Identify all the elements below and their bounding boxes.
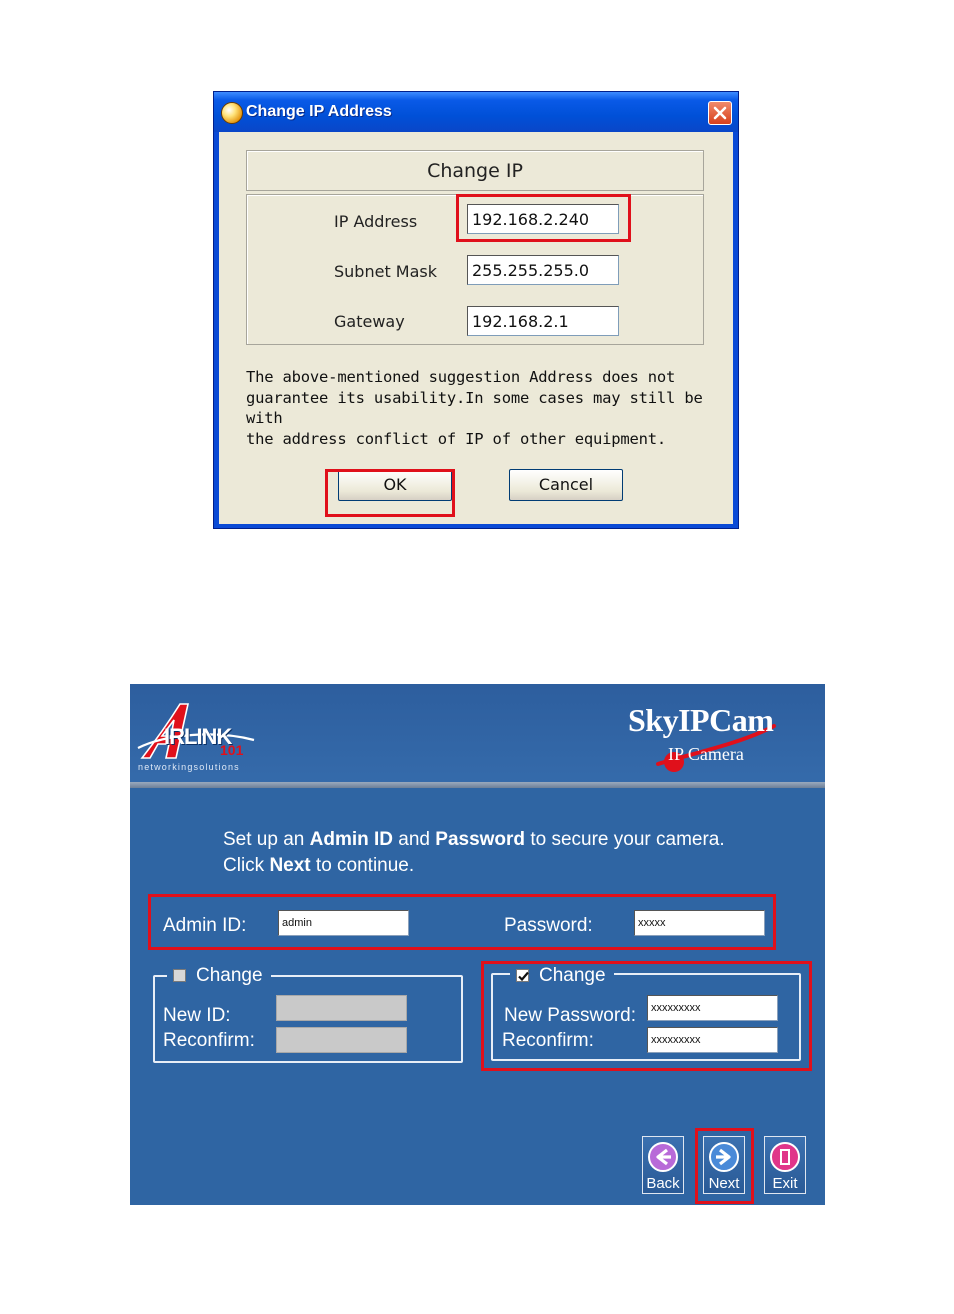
ip-address-label: IP Address [334,212,418,231]
close-icon [713,106,727,120]
intro-text [223,827,725,879]
subnet-mask-label: Subnet Mask [334,262,438,281]
wizard-header [130,684,825,785]
next-label: Next [708,1175,740,1192]
admin-id-label: Admin ID: [163,915,247,936]
logo-number: 101 [220,742,244,758]
new-id-label: New ID: [163,1005,231,1026]
highlight-admin-row [148,894,776,950]
group-title: Change IP [246,150,704,191]
dialog-title-bar[interactable] [214,92,738,132]
cancel-button[interactable]: Cancel [509,469,623,501]
change-ip-dialog [213,91,739,529]
highlight-change-password [481,961,812,1071]
intro-text-part: Set up an [223,829,310,850]
exit-door-icon [769,1141,801,1173]
logo-tagline: networkingsolutions [138,762,240,772]
warning-note [246,367,716,449]
intro-line-1 [223,827,725,853]
arrow-left-icon [647,1141,679,1173]
ok-button[interactable]: OK [338,469,452,501]
gateway-input[interactable] [467,306,619,336]
subnet-mask-input[interactable] [467,255,619,285]
change-id-label: Change [196,965,263,986]
back-label: Back [646,1175,680,1192]
exit-button[interactable] [764,1136,806,1194]
intro-next: Next [269,855,311,876]
password-label: Password: [504,915,593,936]
highlight-next-button [695,1128,754,1204]
header-divider [130,782,825,788]
dialog-title: Change IP Address [246,103,392,120]
intro-text-part: Click [223,855,270,876]
change-password-label: Change [539,965,606,986]
back-button[interactable] [642,1136,684,1194]
reconfirm-id-label: Reconfirm: [163,1030,255,1051]
gateway-label: Gateway [334,312,405,331]
reconfirm-id-input[interactable] [276,1027,407,1053]
highlight-ip-address [456,194,631,242]
intro-text-part: to secure your camera. [525,829,725,850]
highlight-ok-button [325,469,455,517]
change-id-legend[interactable] [167,964,271,988]
close-button[interactable] [708,101,732,125]
note-line: the address conflict of IP of other equipment. [246,429,667,448]
app-icon [221,102,243,124]
intro-line-2 [223,853,725,879]
change-id-checkbox[interactable] [173,969,186,982]
brand-title: SkyIPCam [628,702,774,738]
new-password-label: New Password: [504,1005,636,1026]
intro-password: Password [435,829,526,850]
dialog-body [219,132,733,524]
intro-admin-id: Admin ID [309,829,394,850]
note-line: guarantee its usability.In some cases may still be with [246,388,703,427]
brand-subtitle: IP Camera [668,744,744,764]
intro-text-part: and [393,829,436,850]
reconfirm-password-label: Reconfirm: [502,1030,594,1051]
logo-word: IRLINK [164,724,232,749]
intro-text-part: to continue. [310,855,415,876]
new-id-input[interactable] [276,995,407,1021]
note-line: The above-mentioned suggestion Address does not [246,368,676,386]
exit-label: Exit [772,1175,798,1192]
